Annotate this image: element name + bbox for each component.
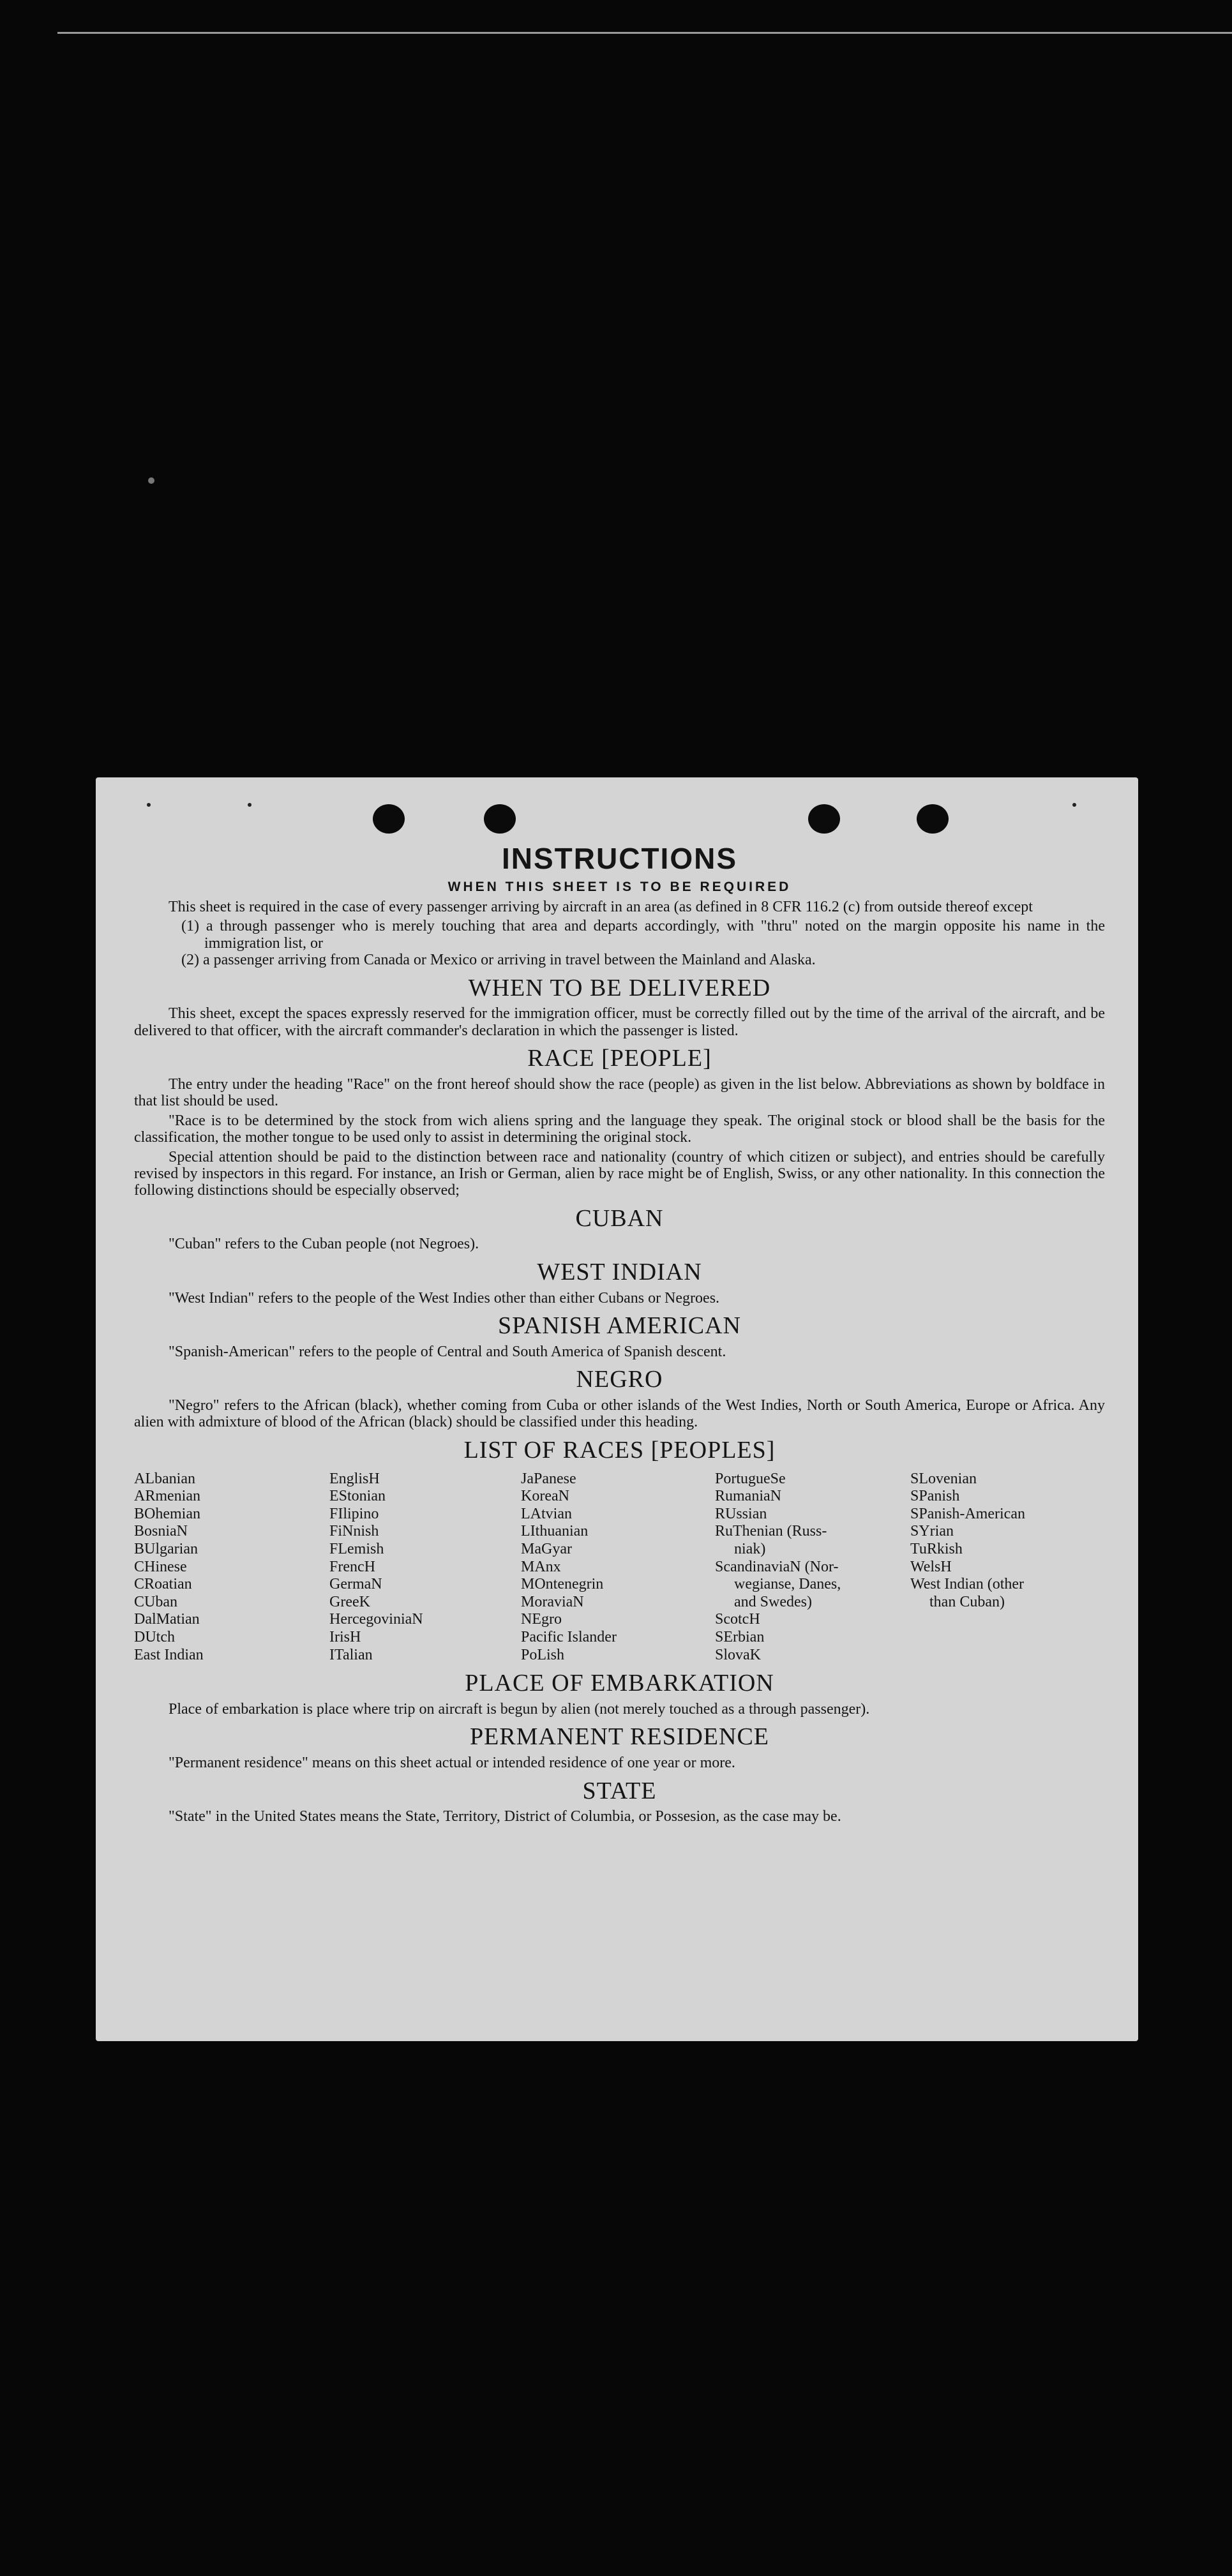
race-entry: West Indian (other: [910, 1576, 1025, 1593]
race-entry-continued: than Cuban): [929, 1593, 1005, 1610]
race-entry: CRoatian: [134, 1576, 192, 1593]
race-entry: East Indian: [134, 1646, 204, 1663]
race-entry: SLovenian: [910, 1470, 977, 1487]
race-entry: SYrian: [910, 1523, 954, 1540]
state-heading: STATE: [582, 1777, 657, 1804]
race-entry: CUban: [134, 1593, 177, 1610]
residence-heading: PERMANENT RESIDENCE: [469, 1723, 770, 1751]
races-list: [134, 1471, 1105, 1665]
race-entry: KoreaN: [521, 1488, 569, 1505]
race-entry: CHinese: [134, 1558, 187, 1575]
race-entry: FrencH: [329, 1558, 375, 1575]
race-entry: WelsH: [910, 1558, 952, 1575]
paper-speck: [147, 803, 151, 807]
race-paragraph: Special attention should be paid to the distinction between race and nationality (country of which citizen or subject), and entries should be carefully revised by inspectors in this regard. For instance, an Irish or German, alien by race might be of English, Swiss, or any other nationality. In this connection the following distinctions should be especially observed;: [134, 1148, 1105, 1199]
race-entry: LAtvian: [521, 1505, 572, 1522]
punch-hole: [484, 804, 516, 834]
race-entry: PoLish: [521, 1646, 565, 1663]
punch-hole: [917, 804, 949, 834]
race-entry: SlovaK: [715, 1646, 761, 1663]
negro-heading: NEGRO: [576, 1366, 663, 1393]
punch-hole: [808, 804, 840, 834]
scan-speck: [148, 477, 154, 484]
embarkation-heading: PLACE OF EMBARKATION: [465, 1670, 774, 1697]
races-column: [134, 1471, 329, 1665]
race-entry: RumaniaN: [715, 1488, 781, 1505]
when-paragraph: This sheet, except the spaces expressly reserved for the immigration officer, must be correctly filled out by the time of the arrival of the aircraft, and be delivered to that officer, with the aircraft commander's declaration in which the passenger is listed.: [134, 1005, 1105, 1039]
races-column: [715, 1471, 910, 1665]
race-entry: IrisH: [329, 1628, 361, 1645]
race-entry: FLemish: [329, 1540, 384, 1557]
race-entry: DalMatian: [134, 1611, 200, 1628]
race-entry: MAnx: [521, 1558, 561, 1575]
race-entry: DUtch: [134, 1628, 175, 1645]
race-entry: NEgro: [521, 1611, 562, 1628]
race-entry: LIthuanian: [521, 1523, 589, 1540]
west-indian-heading: WEST INDIAN: [537, 1258, 702, 1285]
paper-speck: [1072, 803, 1076, 807]
race-entry: FiNnish: [329, 1523, 379, 1540]
west-indian-paragraph: "West Indian" refers to the people of the West Indies other than either Cubans or Negroes.: [169, 1289, 720, 1307]
intro-paragraph: This sheet is required in the case of every passenger arriving by aircraft in an area (as defined in 8 CFR 116.2 (c) from outside thereof except: [169, 899, 1033, 915]
race-entry: FIlipino: [329, 1505, 379, 1522]
race-entry: BOhemian: [134, 1505, 200, 1522]
race-entry: GreeK: [329, 1593, 370, 1610]
race-entry: GermaN: [329, 1576, 382, 1593]
race-entry: TuRkish: [910, 1540, 963, 1557]
race-entry: PortugueSe: [715, 1470, 786, 1487]
cuban-heading: CUBAN: [575, 1204, 664, 1232]
residence-paragraph: "Permanent residence" means on this sheet actual or intended residence of one year or more.: [169, 1755, 735, 1772]
race-entry: ScandinaviaN (Nor-: [715, 1558, 839, 1575]
page-title: INSTRUCTIONS: [502, 842, 737, 875]
punch-hole: [373, 804, 405, 834]
race-entry: Pacific Islander: [521, 1628, 617, 1645]
race-entry: RUssian: [715, 1505, 767, 1522]
race-heading: RACE [PEOPLE]: [527, 1045, 712, 1072]
race-entry: BosniaN: [134, 1523, 188, 1540]
races-column: [910, 1471, 1102, 1665]
race-entry-continued: niak): [734, 1540, 766, 1557]
exception-item: (2) a passenger arriving from Canada or Mexico or arriving in travel between the Mainland and Alaska.: [181, 952, 816, 969]
races-column: [329, 1471, 521, 1665]
spanish-american-paragraph: "Spanish-American" refers to the people of Central and South America of Spanish descent.: [169, 1343, 726, 1360]
race-entry: BUlgarian: [134, 1540, 198, 1557]
page-subtitle: WHEN THIS SHEET IS TO BE REQUIRED: [447, 880, 792, 894]
state-paragraph: "State" in the United States means the State, Territory, District of Columbia, or Possesion, as the case may be.: [169, 1808, 841, 1825]
race-entry: MoraviaN: [521, 1593, 584, 1610]
race-entry: ScotcH: [715, 1611, 760, 1628]
embarkation-paragraph: Place of embarkation is place where trip on aircraft is begun by alien (not merely touched as a through passenger).: [169, 1700, 870, 1718]
race-entry: HercegoviniaN: [329, 1611, 423, 1628]
when-heading: WHEN TO BE DELIVERED: [468, 974, 771, 1001]
cuban-paragraph: "Cuban" refers to the Cuban people (not Negroes).: [169, 1236, 479, 1253]
race-entry: JaPanese: [521, 1470, 576, 1487]
races-column: [521, 1471, 715, 1665]
race-paragraph: "Race is to be determined by the stock from wich aliens spring and the language they speak. The original stock or blood shall be the basis for the classification, the mother tongue to be used only to assist in determining the original stock.: [134, 1112, 1105, 1146]
race-entry-continued: wegianse, Danes,: [734, 1576, 841, 1593]
instruction-sheet: [96, 777, 1138, 2041]
race-entry: RuThenian (Russ-: [715, 1523, 827, 1540]
paper-speck: [248, 803, 252, 807]
race-entry: ARmenian: [134, 1488, 200, 1505]
race-entry: MOntenegrin: [521, 1576, 604, 1593]
race-entry: ALbanian: [134, 1470, 195, 1487]
spanish-american-heading: SPANISH AMERICAN: [498, 1312, 741, 1340]
negro-paragraph: "Negro" refers to the African (black), whether coming from Cuba or other islands of the West Indies, North or South America, Europe or Africa. Any alien with admixture of blood of the African (black) should be classified under this heading.: [134, 1397, 1105, 1431]
exception-item: (1) a through passenger who is merely touching that area and departs accordingly, with "thru" noted on the margin opposite his name in the immigration list, or: [181, 918, 1105, 952]
race-entry: SPanish: [910, 1488, 960, 1505]
race-paragraph: The entry under the heading "Race" on the front hereof should show the race (people) as given in the list below. Abbreviations as shown by boldface in that list should be used.: [134, 1075, 1105, 1110]
scan-edge-line: [57, 32, 1232, 34]
race-entry: EStonian: [329, 1488, 386, 1505]
race-entry: ITalian: [329, 1646, 373, 1663]
race-entry: EnglisH: [329, 1470, 380, 1487]
races-heading: LIST OF RACES [PEOPLES]: [463, 1436, 776, 1464]
race-entry: MaGyar: [521, 1540, 572, 1557]
race-entry: SErbian: [715, 1628, 765, 1645]
race-entry-continued: and Swedes): [734, 1593, 812, 1610]
race-entry: SPanish-American: [910, 1505, 1025, 1522]
